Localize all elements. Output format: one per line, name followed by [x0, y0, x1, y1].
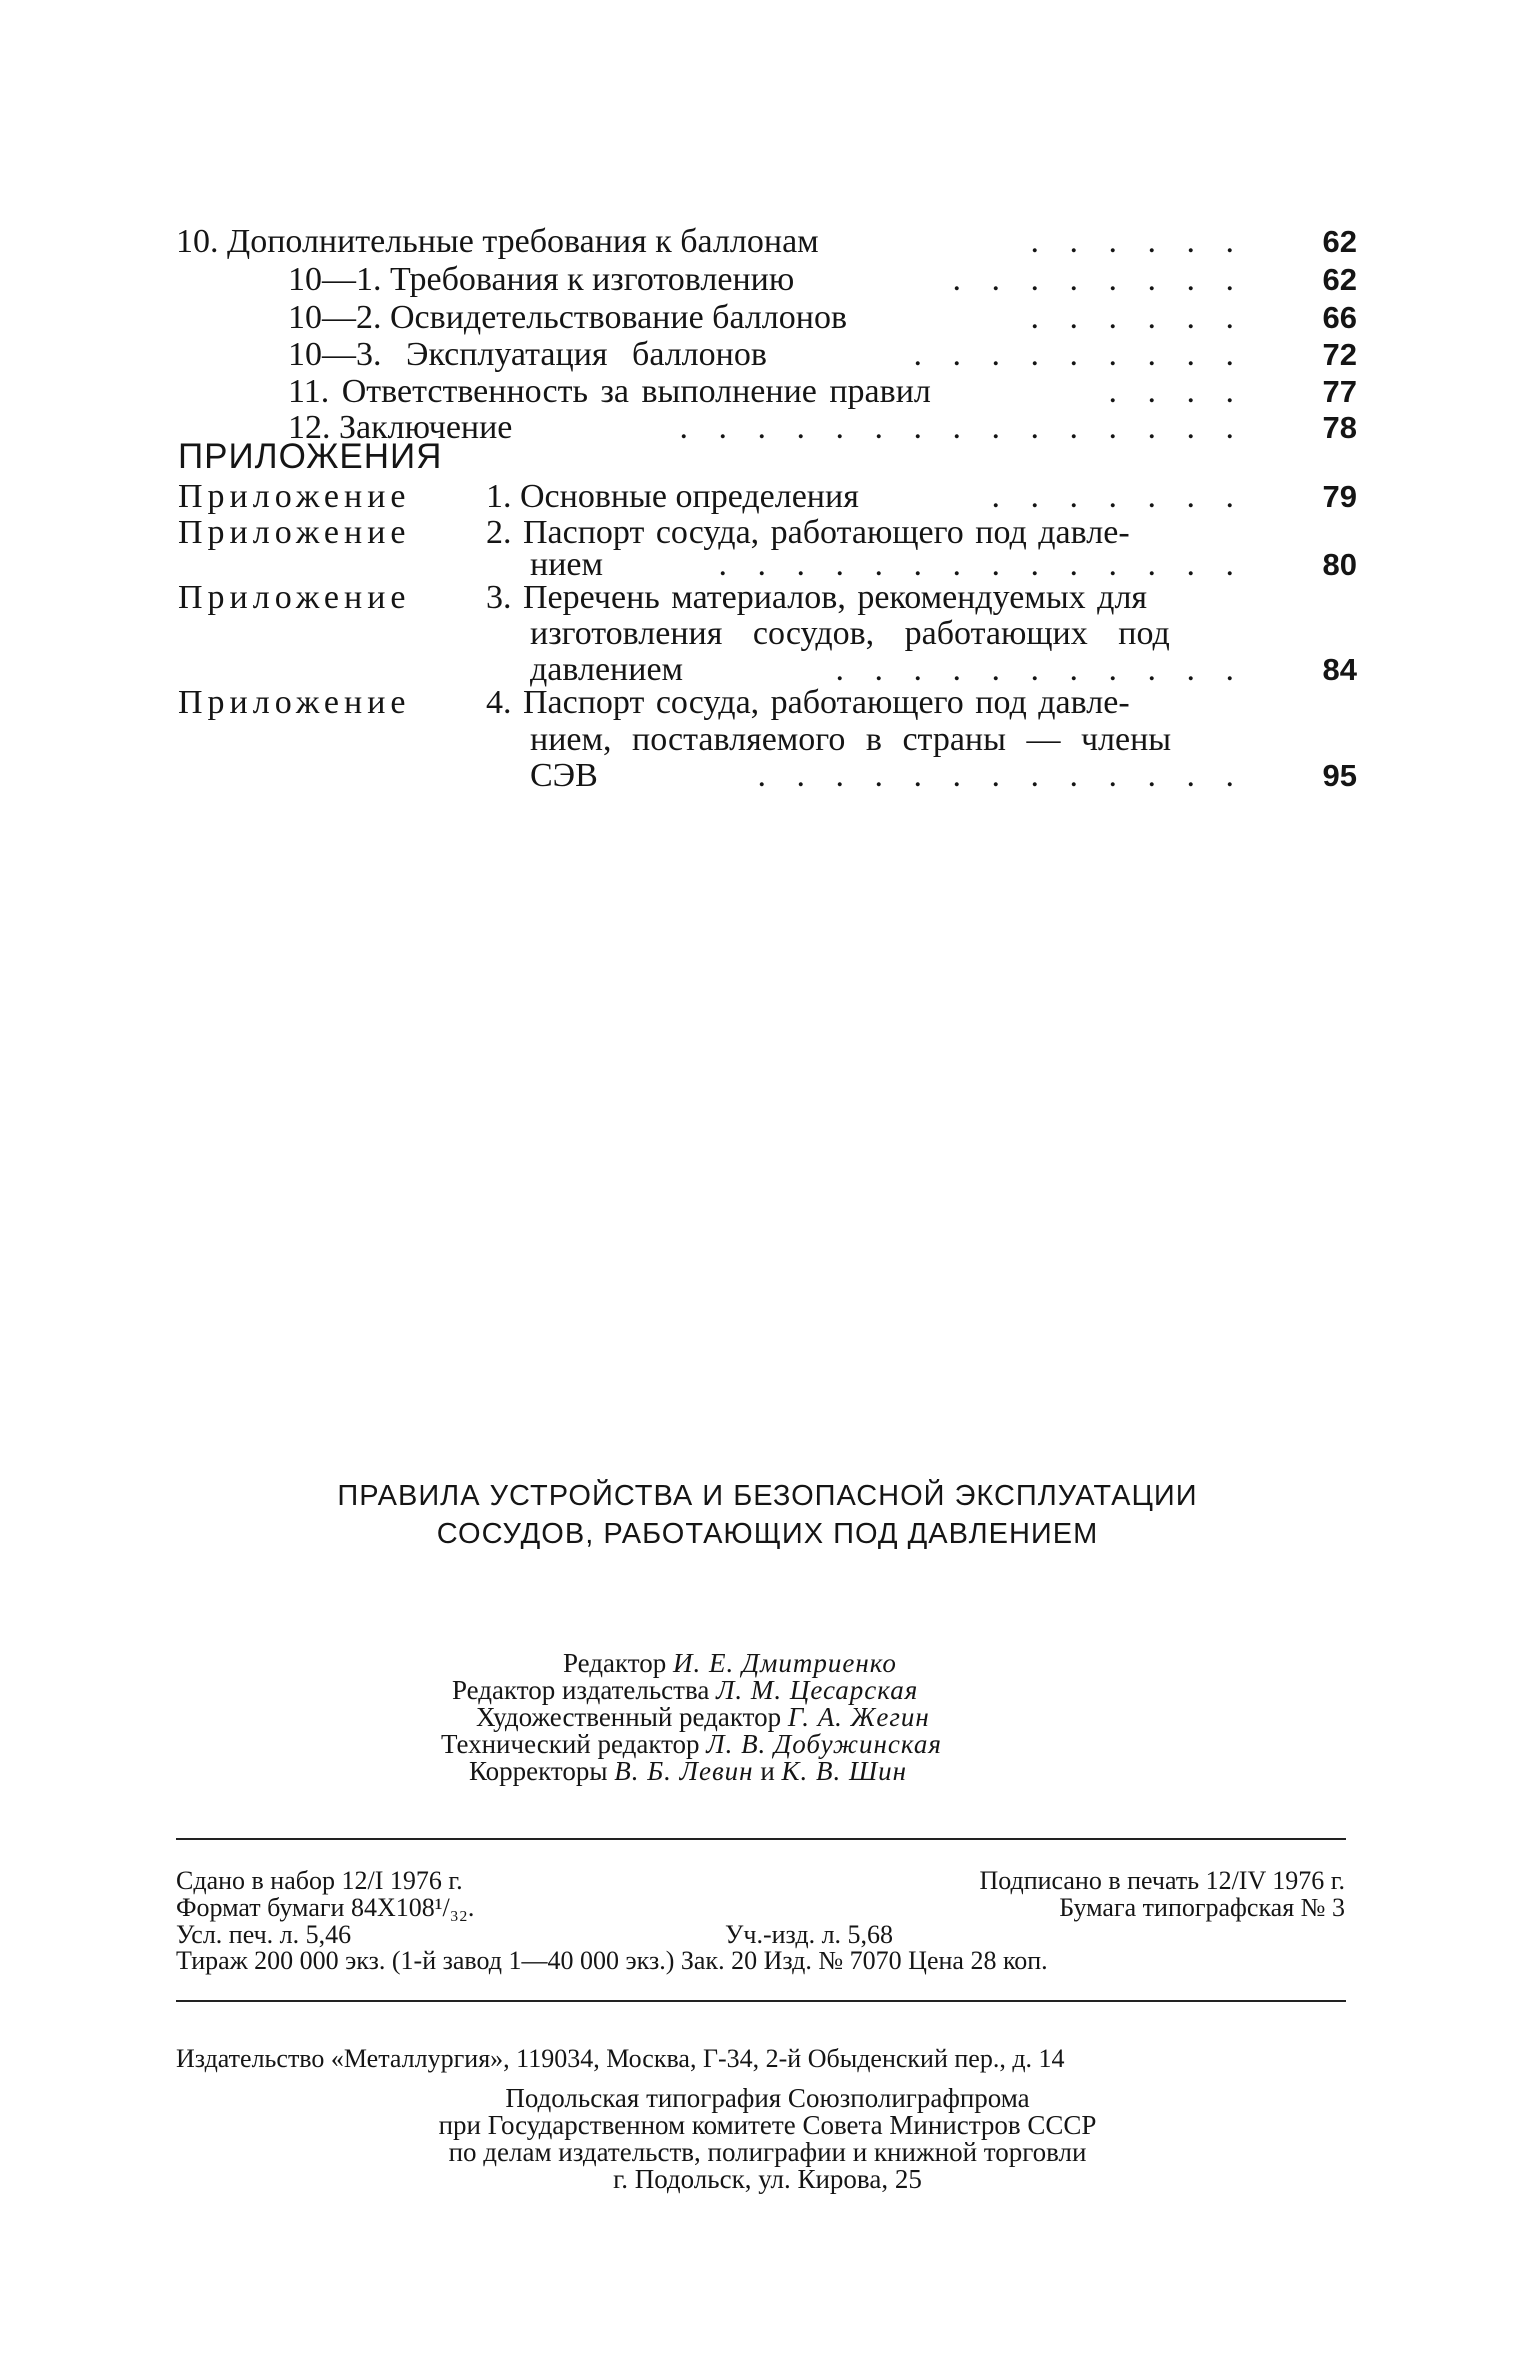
signed-date: Подписано в печать 12/IV 1976 г.: [979, 1866, 1345, 1895]
credit-role: Редактор: [563, 1648, 667, 1678]
toc-leader-dots: . . . . . . . . .: [913, 336, 1245, 373]
appendix-continuation: [0, 756, 1535, 796]
toc-page-number: 80: [1322, 547, 1357, 582]
appendix-prefix: Приложение: [178, 684, 411, 721]
toc-leader-dots: . . . . . . . . . . .: [835, 651, 1245, 688]
paper-type: Бумага типографская № 3: [1059, 1893, 1345, 1922]
credit-editor: [563, 1648, 897, 1678]
credit-publishing-editor: [452, 1675, 918, 1705]
toc-entry: [0, 372, 1535, 412]
print-run: Тираж 200 000 экз. (1-й завод 1—40 000 экз.) Зак. 20 Изд. № 7070 Цена 28 коп.: [176, 1946, 1048, 1975]
typeset-date: Сдано в набор 12/I 1976 г.: [176, 1866, 463, 1895]
credit-name: Л. В. Добужинская: [706, 1729, 942, 1759]
toc-page-number: 66: [1322, 300, 1357, 335]
toc-page-number: 62: [1322, 224, 1357, 259]
toc-leader-dots: . . . . . .: [1030, 299, 1245, 336]
paper-format: Формат бумаги 84X108¹/₃₂.: [176, 1893, 475, 1922]
toc-entry: [0, 298, 1535, 338]
toc-leader-dots: . . . . . . . . . . . . .: [757, 757, 1245, 794]
publishing-sheets: Уч.-изд. л. 5,68: [725, 1920, 894, 1949]
toc-page-number: 84: [1322, 652, 1357, 687]
toc-page-number: 72: [1322, 337, 1357, 372]
toc-page-number: 79: [1322, 479, 1357, 514]
toc-leader-dots: . . . . . . . .: [952, 261, 1245, 298]
printed-sheets: Усл. печ. л. 5,46: [176, 1920, 352, 1949]
appendix-title-line: нием: [530, 546, 603, 583]
appendix-title-line: нием, поставляемого в страны — члены: [530, 721, 1172, 758]
book-title-line: ПРАВИЛА УСТРОЙСТВА И БЕЗОПАСНОЙ ЭКСПЛУАТАЦИИ: [337, 1480, 1198, 1512]
toc-leader-dots: . . . . . . . . . . . . . .: [718, 546, 1245, 583]
credit-role: Художественный редактор: [476, 1702, 782, 1732]
printer-line: по делам издательств, полиграфии и книжной торговли: [448, 2137, 1087, 2167]
appendices-heading: ПРИЛОЖЕНИЯ: [178, 437, 443, 476]
credit-name: И. Е. Дмитриенко: [672, 1648, 897, 1678]
credit-art-editor: [476, 1702, 930, 1732]
toc-leader-dots: . . . . . . .: [991, 478, 1245, 515]
appendix-entry: [0, 578, 1535, 618]
credit-name: К. В. Шин: [781, 1756, 907, 1786]
credit-technical-editor: [441, 1729, 942, 1759]
divider-rule: [176, 1838, 1346, 1840]
appendix-title-line: 4. Паспорт сосуда, работающего под давле-: [486, 684, 1130, 721]
appendix-title-line: изготовления сосудов, работающих под: [530, 615, 1170, 652]
toc-page-number: 62: [1322, 262, 1357, 297]
appendix-continuation: [0, 614, 1535, 654]
toc-leader-dots: . . . .: [1108, 373, 1245, 410]
appendix-prefix: Приложение: [178, 478, 411, 515]
printer-line: г. Подольск, ул. Кирова, 25: [613, 2164, 922, 2194]
appendix-prefix: Приложение: [178, 514, 411, 551]
appendix-prefix: Приложение: [178, 579, 411, 616]
publisher-address: Издательство «Металлургия», 119034, Москва, Г-34, 2-й Обыденский пер., д. 14: [176, 2044, 1065, 2073]
toc-entry-title: 10—1. Требования к изготовлению: [288, 261, 795, 298]
printer-line: Подольская типография Союзполиграфпрома: [505, 2083, 1030, 2113]
divider-rule: [176, 2000, 1346, 2002]
printer-line: при Государственном комитете Совета Министров СССР: [438, 2110, 1097, 2140]
toc-entry: [0, 335, 1535, 375]
credit-role: Технический редактор: [441, 1729, 700, 1759]
toc-page-number: 77: [1322, 374, 1357, 409]
toc-entry: [0, 222, 1535, 262]
appendix-entry: [0, 477, 1535, 517]
appendix-title-line: давлением: [530, 651, 684, 688]
appendix-title-line: 1. Основные определения: [486, 478, 859, 515]
credit-name: Г. А. Жегин: [787, 1702, 930, 1732]
toc-leader-dots: . . . . . .: [1030, 223, 1245, 260]
credit-conjunction: и: [760, 1756, 775, 1786]
book-title-line: СОСУДОВ, РАБОТАЮЩИХ ПОД ДАВЛЕНИЕМ: [436, 1518, 1099, 1550]
appendix-title-line: 3. Перечень материалов, рекомендуемых для: [486, 579, 1148, 616]
toc-entry-title: 11. Ответственность за выполнение правил: [288, 373, 931, 410]
appendix-continuation: [0, 720, 1535, 760]
toc-entry-title: 12. Заключение: [288, 409, 513, 446]
credit-name: В. Б. Левин: [614, 1756, 754, 1786]
credit-proofreaders: [469, 1756, 907, 1786]
toc-page-number: 78: [1322, 410, 1357, 445]
toc-entry-title: 10—2. Освидетельствование баллонов: [288, 299, 848, 336]
appendix-title-line: 2. Паспорт сосуда, работающего под давле-: [486, 514, 1130, 551]
appendix-title-line: СЭВ: [530, 757, 598, 794]
toc-entry: [0, 260, 1535, 300]
toc-entry-title: 10. Дополнительные требования к баллонам: [176, 223, 819, 260]
toc-leader-dots: . . . . . . . . . . . . . . .: [679, 409, 1245, 446]
appendix-entry: [0, 683, 1535, 723]
credit-name: Л. М. Цесарская: [716, 1675, 919, 1705]
credit-role: Корректоры: [469, 1756, 608, 1786]
toc-page-number: 95: [1322, 758, 1357, 793]
credit-role: Редактор издательства: [452, 1675, 710, 1705]
toc-entry-title: 10—3. Эксплуатация баллонов: [288, 336, 767, 373]
